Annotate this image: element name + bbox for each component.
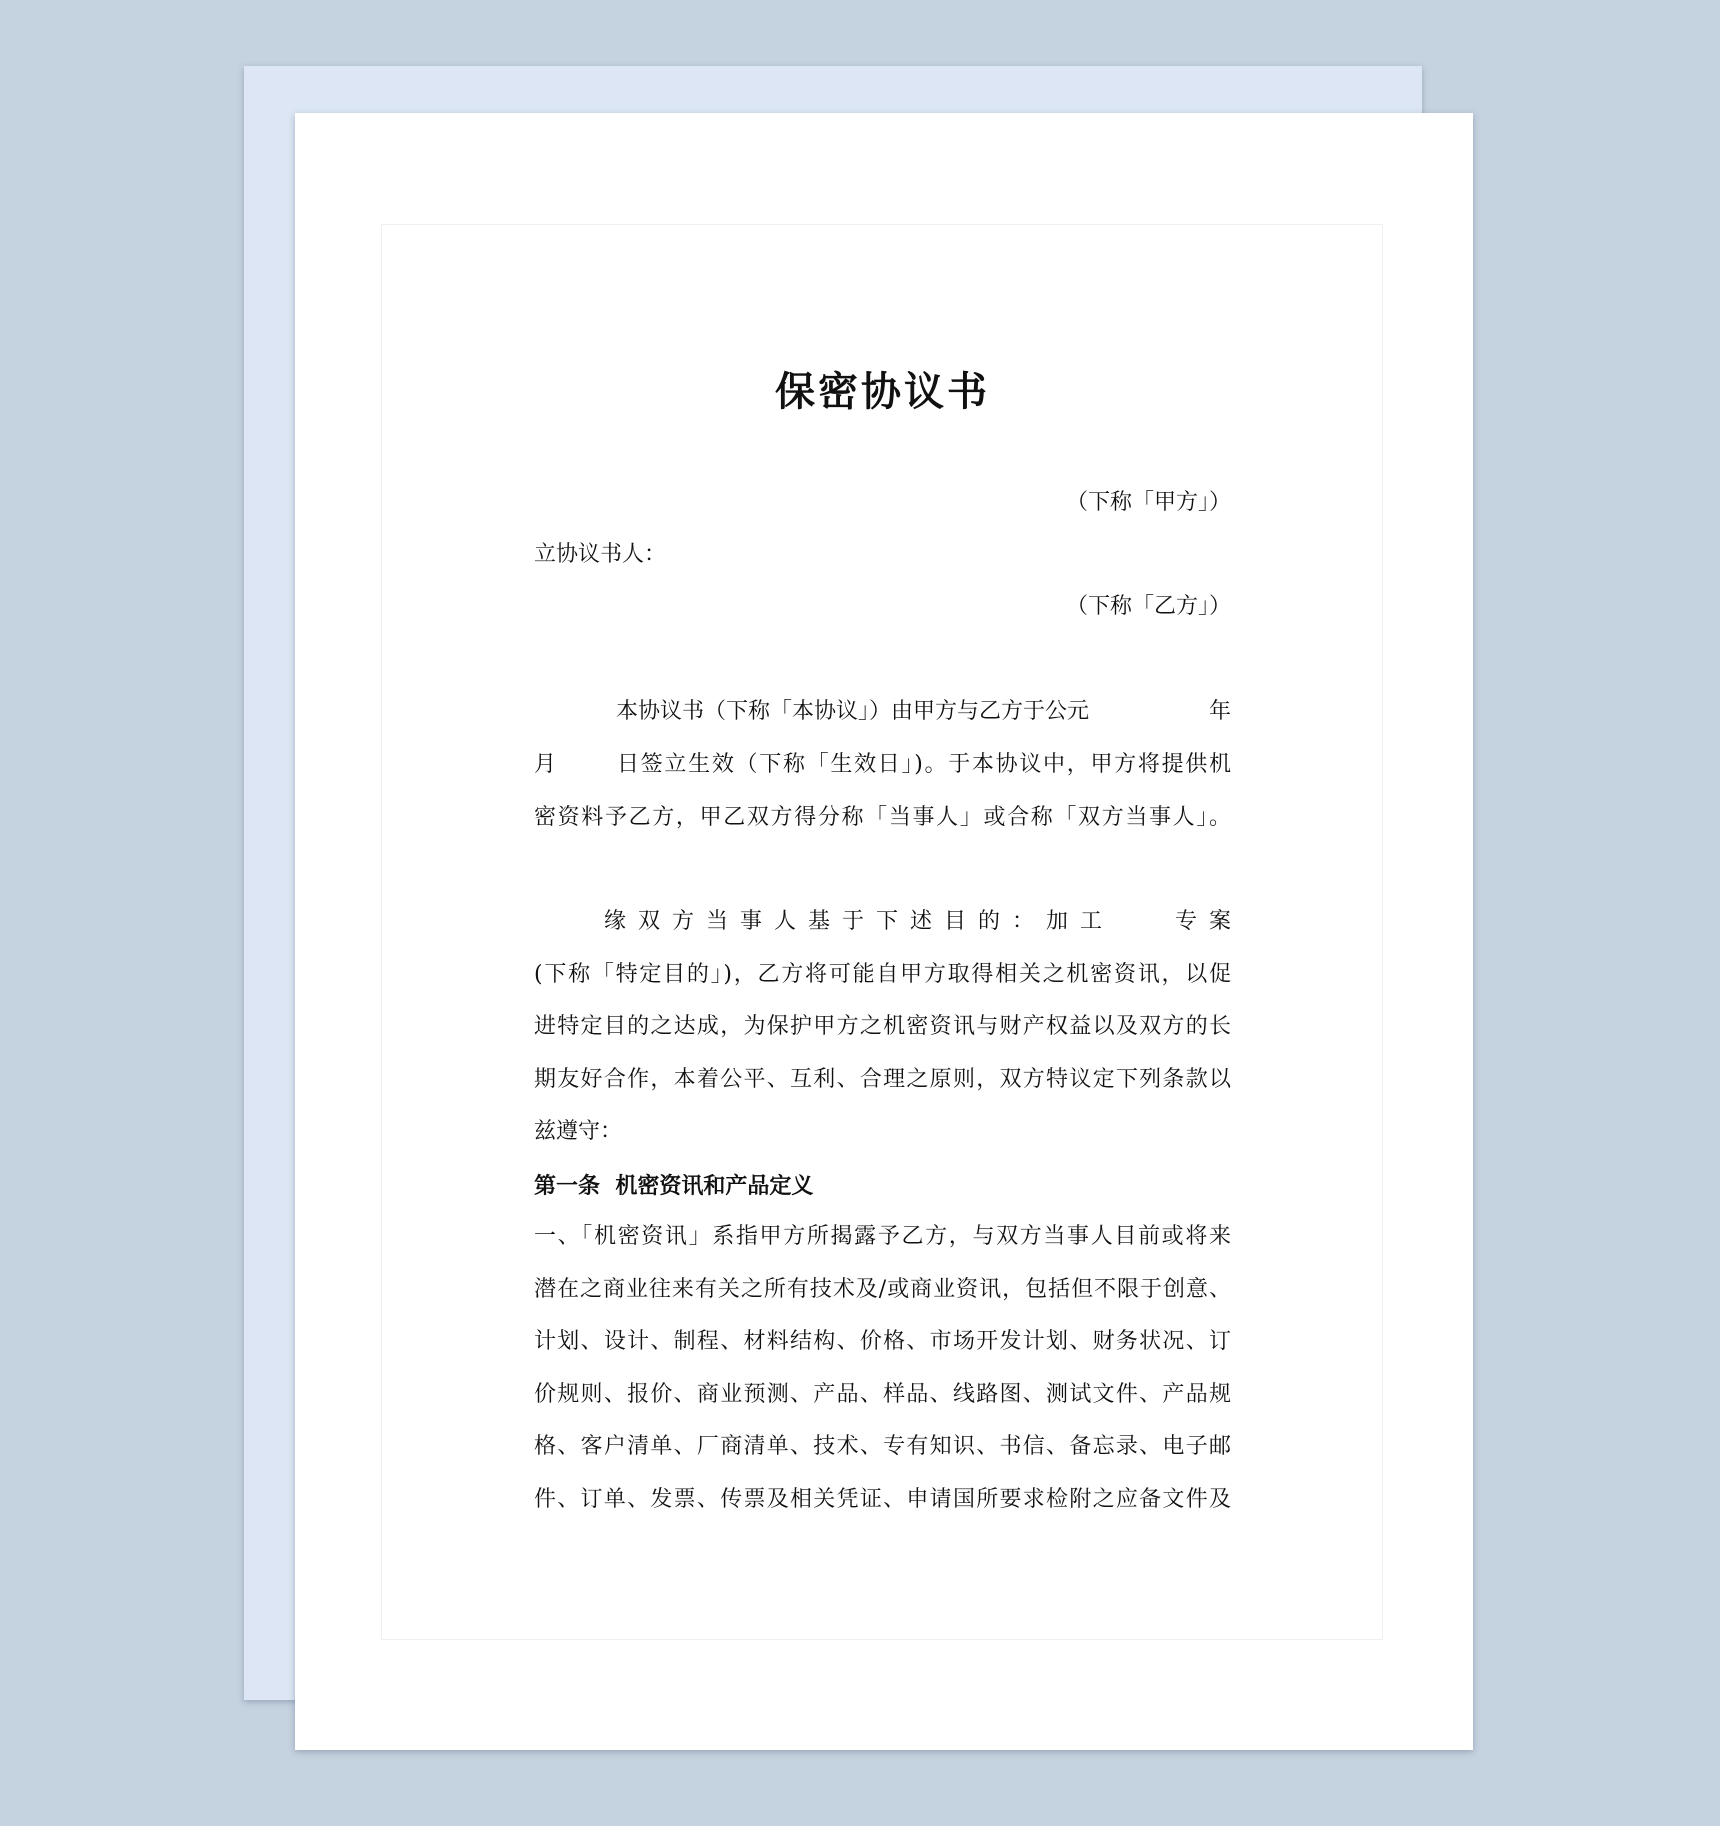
article1-line: 潜在之商业往来有关之所有技术及/或商业资讯，包括但不限于创意、 (534, 1277, 1231, 1302)
article1-line: 件、订单、发票、传票及相关凭证、申请国所要求检附之应备文件及 (534, 1487, 1231, 1512)
para2-line: (下称「特定目的」)，乙方将可能自甲方取得相关之机密资讯，以促 (534, 962, 1231, 987)
party-b-label: （下称「乙方」） (1065, 594, 1231, 619)
article1-line: 价规则、报价、商业预测、产品、样品、线路图、测试文件、产品规 (534, 1382, 1231, 1407)
para2-text: 专案 (1174, 909, 1243, 934)
para1-line (534, 697, 1231, 727)
article1-heading: 第一条 机密资讯和产品定义 (534, 1173, 814, 1199)
para1-text: 日签立生效（下称「生效日」)。于本协议中，甲方将提供机 (617, 752, 1231, 777)
year-label: 年 (1208, 699, 1231, 724)
article1-line: 格、客户清单、厂商清单、技术、专有知识、书信、备忘录、电子邮 (534, 1434, 1231, 1459)
signer-label: 立协议书人： (534, 542, 667, 567)
month-label: 月 (534, 752, 557, 777)
article1-line: 一、「机密资讯」系指甲方所揭露予乙方，与双方当事人目前或将来 (534, 1224, 1231, 1249)
para2-line (534, 907, 1243, 937)
para2-line: 期友好合作，本着公平、互利、合理之原则，双方特议定下列条款以 (534, 1067, 1231, 1092)
article1-line: 计划、设计、制程、材料结构、价格、市场开发计划、财务状况、订 (534, 1329, 1231, 1354)
para1-line: 密资料予乙方，甲乙双方得分称「当事人」或合称「双方当事人」。 (534, 805, 1231, 830)
para2-line: 兹遵守： (534, 1119, 623, 1144)
document-title: 保密协议书 (775, 368, 990, 415)
para1-line (534, 750, 1231, 780)
party-a-label: （下称「甲方」） (1065, 490, 1231, 515)
para1-text: 本协议书（下称「本协议」）由甲方与乙方于公元 (616, 699, 1090, 724)
para2-text: 缘双方当事人基于下述目的：加工 (604, 909, 1115, 934)
para2-line: 进特定目的之达成，为保护甲方之机密资讯与财产权益以及双方的长 (534, 1014, 1231, 1039)
